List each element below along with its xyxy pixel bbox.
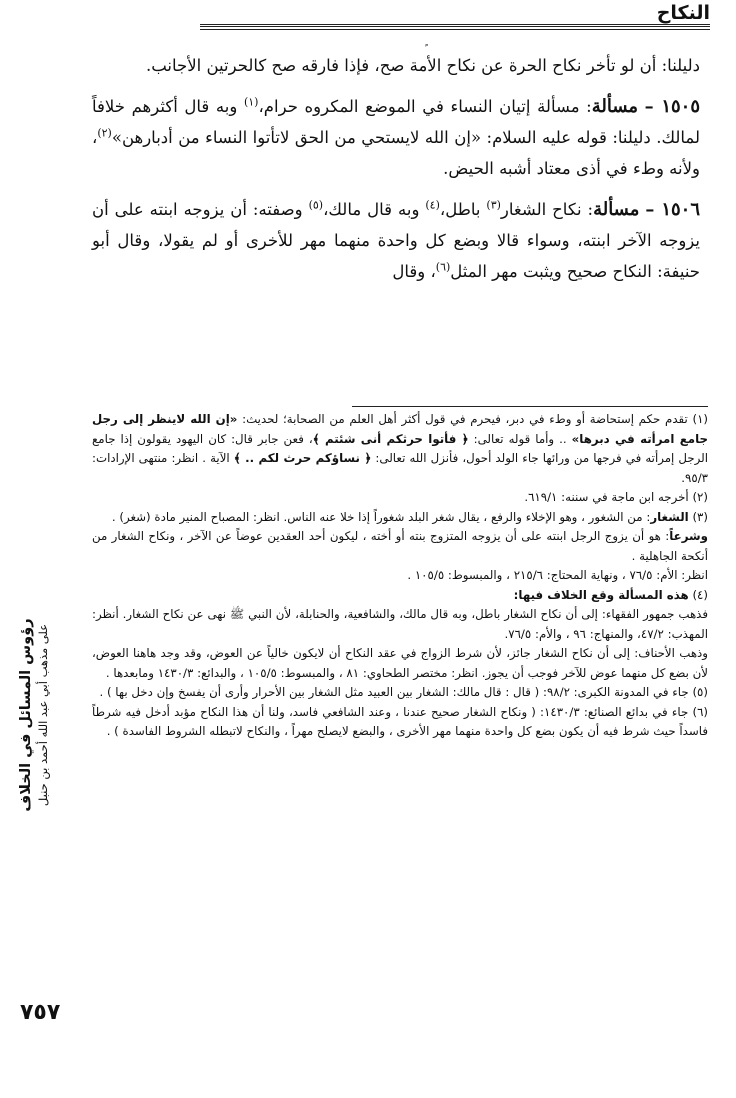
hadith-quote: «إن الله لاينظر إلى رجل جامع امرأته في دبرها» [92, 412, 709, 446]
main-text [92, 50, 700, 287]
running-side-title [4, 420, 64, 1010]
footnote-ref: (١) [243, 95, 259, 109]
footnote-ref: (٢) [97, 126, 112, 140]
issue-text: باطل، [439, 200, 487, 219]
footnote-divider [352, 406, 708, 407]
book-subtitle: على مذهب أبي عبد الله أحمد بن حنبل [36, 623, 50, 807]
footnote-ref: (٤) [425, 198, 440, 212]
issue-text: وبه قال أكثرهم خلافاً لمالك. دليلنا: قوله عليه السلام: «إن الله لايستحي من الحق لاتأتوا النساء من أدبارهن» [92, 97, 700, 147]
issue-number: ١٥٠٥ – [644, 96, 700, 117]
issue-text: وبه قال مالك، [323, 200, 426, 219]
issue-text: : نكاح الشغار [500, 200, 594, 219]
footnote-ref: (٣) [486, 198, 501, 212]
issue-text: وصفته: أن يزوجه ابنته على أن يزوجه الآخر ابنته، وسواء قالا وبضع كل واحدة منهما مهر للأخرى أو لم يقولا، وقال أبو حنيفة: النكاح صحيح ويثبت مهر المثل [92, 200, 700, 281]
issue-label: مسألة [593, 199, 640, 220]
issue-text: ، وقال [392, 262, 436, 281]
paragraph-evidence: دليلنا: أن لو تأخر نكاح الحرة عن نكاح الأمة صح، فإذا فارقه صح كالحرتين الأجانب. [145, 56, 700, 75]
issue-label: مسألة [591, 96, 639, 117]
issue-1506 [92, 194, 700, 287]
issue-number: ١٥٠٦ – [645, 199, 700, 220]
issue-1505 [92, 91, 700, 184]
issue-text: ، ولأنه وطء في أذى معتاد أشبه الحيض. [92, 128, 700, 178]
footnote-4: (٤) هذه المسألة وقع الخلاف فيها: فذهب جمهور الفقهاء: إلى أن نكاح الشغار باطل، وبه قال مالك، والشافعية، والحنابلة، لأن النبي ﷺ نهى عن نكاح الشغار. أنظر: المهذب: ٤٧/٢، والمنهاج: ٩٦ ، والأم: ٧٦/٥. وذهب الأحناف: إلى أن نكاح الشغار جائز، لأن شرط الزواج في عقد النكاح أن لايكون خالياً عن العوض، وقد وجد هاهنا العوض، لأن بضع كل منهما عوض للآخر فوجب أن يجوز. انظر: مختصر الطحاوي: ٨١ ، والمبسوط: ١٠٥/٥ ، والبدائع: ١٤٣٠/٣ ومابعدها . [92, 587, 708, 680]
footnote-1: (١) تقدم حكم إستحاضة أو وطء في دبر، فيحرم في قول أكثر أهل العلم من الصحابة؛ لحديث: «إن الله لاينظر إلى رجل جامع امرأته في دبرها» .. وأما قوله تعالى: ﴿ فأتوا حرثكم أنى شئتم ﴾، فعن جابر قال: كان اليهود يقولون إذا جامع الرجل إمرأته في فرجها من ورائها جاء الولد أحول، فأنزل الله تعالى: ﴿ نساؤكم حرث لكم .. ﴾ الآية . انظر: منتهى الإرادات: ٩٥/٣. [92, 412, 709, 485]
page-number: ٧٥٧ [20, 1000, 61, 1025]
footnotes [92, 410, 708, 742]
verse-quote: ﴿ فأتوا حرثكم أنى شئتم ﴾ [312, 431, 469, 446]
header-rule-thin [200, 29, 710, 30]
header-rule [200, 24, 710, 27]
issue-text: : مسألة إتيان النساء في الموضع المكروه حرام، [258, 97, 592, 116]
book-title: رؤوس المسائل في الخلاف [18, 618, 34, 812]
footnote-6: (٦) جاء في بدائع الصنائع: ١٤٣٠/٣: ( ونكاح الشغار صحيح عندنا ، وعند الشافعي فاسد، ولنا أن هذا النكاح مؤبد أدخل فيه شرطاً فاسداً حيث شرط فيه أن يكون بضع كل واحدة منهما مهر الأخرى ، والبضع لايصلح مهراً ، والنكاح لاتبطله الشروط الفاسدة ) . [92, 704, 709, 738]
footnote-ref: (٥) [308, 198, 324, 212]
footnote-ref: (٦) [435, 260, 451, 274]
footnote-2: (٢) أخرجه ابن ماجة في سننه: ٦١٩/١. [524, 490, 708, 504]
footnote-5: (٥) جاء في المدونة الكبرى: ٩٨/٢: ( قال : قال مالك: الشغار بين العبيد مثل الشغار بين الأحرار وأرى أن يفسخ وإن دخل بها ) . [99, 685, 708, 699]
verse-quote: ﴿ نساؤكم حرث لكم .. ﴾ [233, 451, 372, 465]
chapter-title: النكاح [656, 2, 710, 24]
footnote-3: (٣) الشغار: من الشغور ، وهو الإخلاء والرفع ، يقال شغر البلد شغوراً إذا خلا عنه الناس. انظر: المصباح المنير مادة (شغر) . وشرعاً: هو أن يزوج الرجل ابنته على أن يزوجه المتزوج بنته أو أخته ، ليكون أحد العقدين عوضاً عن الآخر ، ونكاح الشغار من أنكحة الجاهلية . انظر: الأم: ٧٦/٥ ، ونهاية المحتاج: ٢١٥/٦ ، والمبسوط: ١٠٥/٥ . [92, 509, 708, 582]
